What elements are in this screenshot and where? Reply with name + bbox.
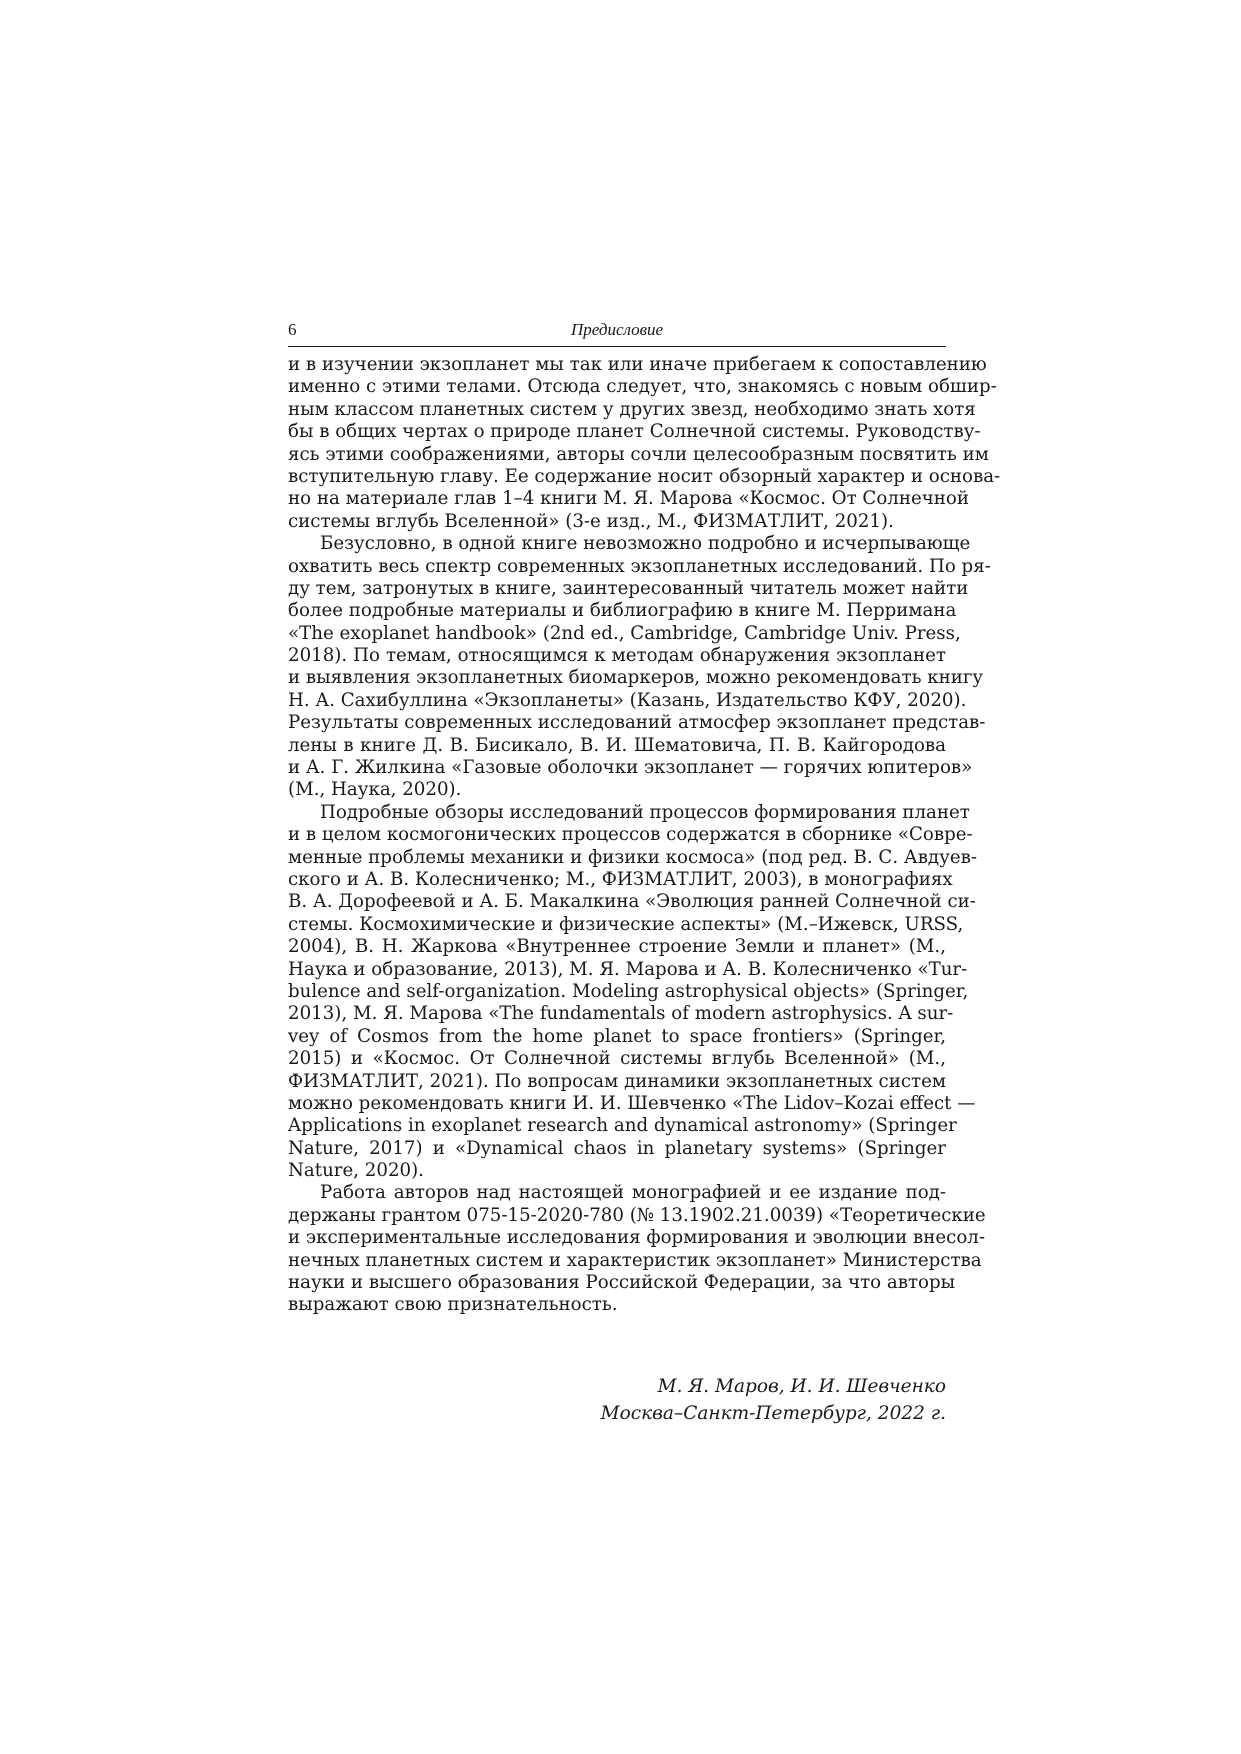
text-line: науки и высшего образования Российской Федерации, за что авторы: [288, 1272, 956, 1294]
text-line: (М., Наука, 2020).: [288, 779, 462, 801]
text-line: ду тем, затронутых в книге, заинтересованный читатель может найти: [288, 577, 969, 599]
text-line: и А. Г. Жилкина «Газовые оболочки экзопланет — горячих юпитеров»: [288, 757, 973, 779]
text-line: Результаты современных исследований атмосфер экзопланет представ-: [288, 712, 986, 734]
text-line: но на материале глав 1–4 книги М. Я. Марова «Космос. От Солнечной: [288, 488, 969, 510]
page-number: 6: [288, 320, 297, 339]
text-line: В. А. Дорофеевой и А. Б. Макалкина «Эволюция ранней Солнечной си-: [288, 891, 976, 913]
text-line: системы вглубь Вселенной» (3-е изд., М., ФИЗМАТЛИТ, 2021).: [288, 510, 894, 532]
text-line: Н. А. Сахибуллина «Экзопланеты» (Казань, Издательство КФУ, 2020).: [288, 689, 967, 711]
paragraph: [288, 801, 977, 1183]
text-line: лены в книге Д. В. Бисикало, В. И. Шематовича, П. В. Кайгородова: [288, 734, 946, 756]
text-line: Nature, 2017) и «Dynamical chaos in planetary systems» (Springer: [288, 1137, 946, 1159]
text-line: 2018). По темам, относящимся к методам обнаружения экзопланет: [288, 645, 946, 667]
text-line: ным классом планетных систем у других звезд, необходимо знать хотя: [288, 398, 976, 420]
text-line: вступительную главу. Ее содержание носит обзорный характер и основа-: [288, 465, 1001, 487]
running-title: Предисловие: [570, 320, 664, 339]
text-line: можно рекомендовать книги И. И. Шевченко «The Lidov–Kozai effect —: [288, 1092, 976, 1114]
page-header: [288, 318, 946, 347]
text-line: Applications in exoplanet research and dynamical astronomy» (Springer: [288, 1115, 957, 1137]
text-line: более подробные материалы и библиографию в книге М. Перримана: [288, 600, 957, 622]
text-line: bulence and self-organization. Modeling astrophysical objects» (Springer,: [288, 980, 969, 1002]
text-line: Подробные обзоры исследований процессов формирования планет: [320, 801, 970, 823]
text-line: охватить весь спектр современных экзопланетных исследований. По ря-: [288, 555, 991, 577]
text-line: и в целом космогонических процессов содержатся в сборнике «Совре-: [288, 824, 973, 846]
text-line: Безусловно, в одной книге невозможно подробно и исчерпывающе: [320, 533, 971, 555]
text-line: и выявления экзопланетных биомаркеров, можно рекомендовать книгу: [288, 667, 984, 689]
text-line: выражают свою признательность.: [288, 1294, 618, 1316]
paragraph: [288, 354, 1001, 533]
text-line: ясь этими соображениями, авторы сочли целесообразным посвятить им: [288, 443, 989, 465]
text-line: ФИЗМАТЛИТ, 2021). По вопросам динамики экзопланетных систем: [288, 1070, 946, 1092]
text-line: держаны грантом 075-15-2020-780 (№ 13.1902.21.0039) «Теоретические: [288, 1204, 986, 1226]
text-line: именно с этими телами. Отсюда следует, что, знакомясь с новым обшир-: [288, 376, 997, 398]
text-line: Наука и образование, 2013), М. Я. Марова и А. В. Колесниченко «Tur-: [288, 958, 968, 980]
body-text: [288, 354, 1001, 1317]
text-line: нечных планетных систем и характеристик экзопланет» Министерства: [288, 1249, 982, 1271]
text-line: менные проблемы механики и физики космоса» (под ред. В. С. Авдуев-: [288, 846, 977, 868]
text-line: 2013), М. Я. Марова «The fundamentals of modern astrophysics. A sur-: [288, 1003, 954, 1025]
paragraph: [288, 1182, 986, 1316]
signature-authors: М. Я. Маров, И. И. Шевченко: [657, 1376, 946, 1397]
paragraph: [288, 533, 991, 802]
text-line: «The exoplanet handbook» (2nd ed., Cambridge, Cambridge Univ. Press,: [288, 622, 961, 644]
text-line: и экспериментальные исследования формирования и эволюции внесол-: [288, 1227, 985, 1249]
signature-place-date: Москва–Санкт-Петербург, 2022 г.: [600, 1403, 946, 1424]
text-line: 2015) и «Космос. От Солнечной системы вглубь Вселенной» (М.,: [288, 1048, 946, 1070]
text-line: Nature, 2020).: [288, 1160, 424, 1182]
text-line: vey of Cosmos from the home planet to space frontiers» (Springer,: [288, 1025, 946, 1047]
signature: [601, 1373, 946, 1427]
text-line: ского и А. В. Колесниченко; М., ФИЗМАТЛИТ, 2003), в монографиях: [288, 868, 953, 890]
text-line: бы в общих чертах о природе планет Солнечной системы. Руководству-: [288, 421, 981, 443]
text-line: 2004), В. Н. Жаркова «Внутреннее строение Земли и планет» (М.,: [288, 936, 946, 958]
text-line: стемы. Космохимические и физические аспекты» (М.–Ижевск, URSS,: [288, 913, 964, 935]
text-line: и в изучении экзопланет мы так или иначе прибегаем к сопоставлению: [288, 354, 987, 375]
text-line: Работа авторов над настоящей монографией и ее издание под-: [320, 1182, 946, 1204]
